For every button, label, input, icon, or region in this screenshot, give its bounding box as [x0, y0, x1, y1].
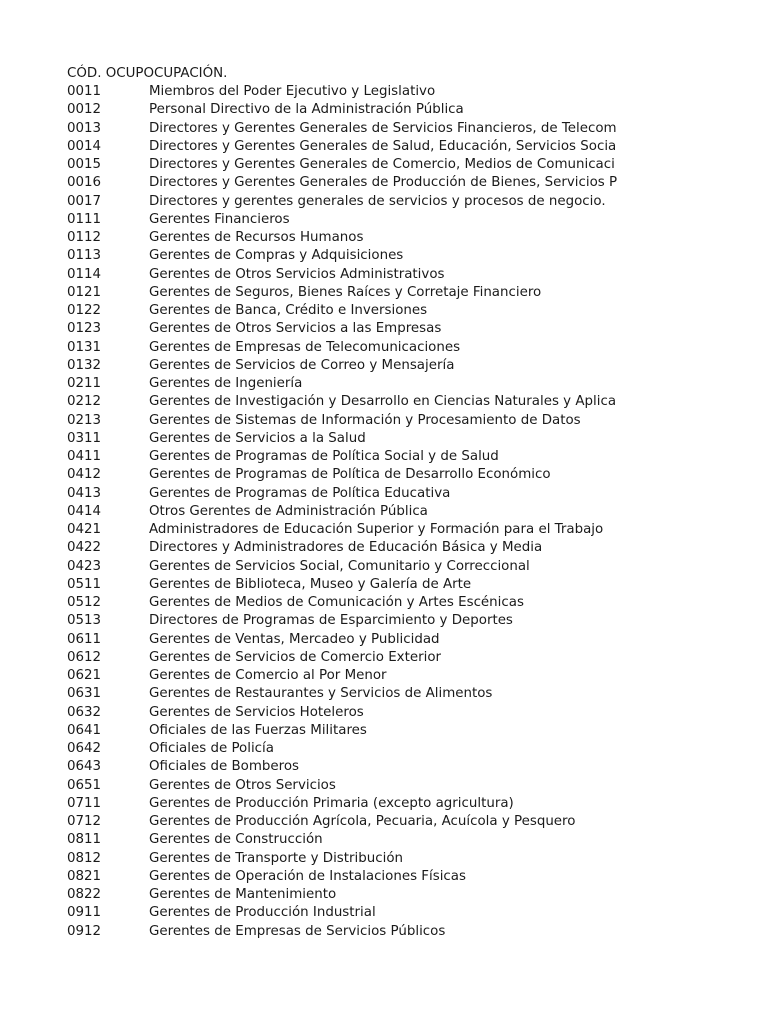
occupation-code: 0643: [67, 759, 102, 775]
table-header: CÓD. OCUPOCUPACIÓN.: [67, 66, 228, 81]
occupation-code: 0113: [67, 248, 102, 264]
table-row: [67, 430, 644, 448]
table-row: [67, 120, 644, 138]
table-row: [67, 357, 644, 375]
table-row: [67, 284, 644, 302]
table-row: [67, 539, 644, 557]
occupation-code: 0631: [67, 686, 102, 702]
table-row: [67, 138, 644, 156]
table-row: [67, 302, 644, 320]
occupation-description: Gerentes de Operación de Instalaciones Físicas: [149, 868, 466, 884]
table-row: [67, 740, 644, 758]
occupation-description: Gerentes de Transporte y Distribución: [149, 850, 404, 866]
occupation-code: 0611: [67, 631, 102, 647]
table-row: [67, 704, 644, 722]
occupation-code: 0014: [67, 138, 102, 154]
occupation-description: Administradores de Educación Superior y Formación para el Trabajo: [149, 522, 604, 538]
occupation-description: Gerentes de Empresas de Servicios Públicos: [149, 923, 446, 939]
occupation-code: 0422: [67, 540, 102, 556]
table-row: [67, 795, 644, 813]
occupation-description: Miembros del Poder Ejecutivo y Legislativo: [149, 84, 436, 100]
occupation-description: Gerentes de Producción Primaria (excepto agricultura): [149, 795, 514, 811]
table-row: [67, 466, 644, 484]
occupation-description: Gerentes de Medios de Comunicación y Artes Escénicas: [149, 595, 524, 611]
table-row: [67, 521, 644, 539]
occupation-description: Gerentes de Ingeniería: [149, 376, 303, 392]
occupation-code: 0711: [67, 795, 102, 811]
table-row: [67, 375, 644, 393]
occupation-description: Gerentes de Banca, Crédito e Inversiones: [149, 303, 428, 319]
occupation-description: Gerentes de Otros Servicios Administrativos: [149, 266, 445, 282]
table-row: [67, 631, 644, 649]
occupation-description: Directores y gerentes generales de servicios y procesos de negocio.: [149, 193, 606, 209]
occupation-code: 0632: [67, 704, 102, 720]
occupation-code: 0421: [67, 522, 102, 538]
occupation-description: Gerentes de Seguros, Bienes Raíces y Corretaje Financiero: [149, 284, 542, 300]
occupation-code: 0017: [67, 193, 102, 209]
occupation-code: 0651: [67, 777, 102, 793]
occupation-code: 0011: [67, 84, 102, 100]
occupation-description: Gerentes de Compras y Adquisiciones: [149, 248, 404, 264]
table-row: [67, 193, 644, 211]
occupation-description: Directores y Gerentes Generales de Servicios Financieros, de Telecom: [149, 120, 617, 136]
occupation-description: Gerentes de Servicios de Correo y Mensajería: [149, 357, 455, 373]
occupation-description: Directores de Programas de Esparcimiento y Deportes: [149, 613, 513, 629]
table-row: [67, 685, 644, 703]
table-row: [67, 156, 644, 174]
occupation-description: Gerentes de Servicios de Comercio Exterior: [149, 649, 442, 665]
table-row: [67, 83, 644, 101]
occupation-description: Gerentes de Mantenimiento: [149, 887, 337, 903]
occupation-description: Personal Directivo de la Administración Pública: [149, 102, 464, 118]
occupation-code: 0213: [67, 412, 102, 428]
occupation-description: Gerentes de Biblioteca, Museo y Galería de Arte: [149, 576, 472, 592]
occupation-code: 0112: [67, 230, 102, 246]
occupation-description: Gerentes de Sistemas de Información y Procesamiento de Datos: [149, 412, 581, 428]
occupation-code: 0822: [67, 887, 102, 903]
table-row: [67, 850, 644, 868]
occupation-description: Gerentes de Comercio al Por Menor: [149, 668, 387, 684]
occupation-code: 0612: [67, 649, 102, 665]
occupation-description: Gerentes de Servicios Hoteleros: [149, 704, 364, 720]
occupation-description: Gerentes de Restaurantes y Servicios de Alimentos: [149, 686, 493, 702]
table-row: [67, 612, 644, 630]
occupation-description: Oficiales de Bomberos: [149, 759, 299, 775]
table-row: [67, 393, 644, 411]
table-row: [67, 813, 644, 831]
table-row: [67, 904, 644, 922]
occupation-description: Gerentes de Producción Industrial: [149, 905, 376, 921]
occupation-description: Gerentes de Programas de Política Social y de Salud: [149, 449, 499, 465]
occupation-code: 0016: [67, 175, 102, 191]
occupation-description: Gerentes de Empresas de Telecomunicaciones: [149, 339, 461, 355]
table-row: [67, 503, 644, 521]
occupation-list: [67, 83, 644, 941]
occupation-code: 0311: [67, 430, 102, 446]
table-row: [67, 558, 644, 576]
occupation-code: 0414: [67, 503, 102, 519]
occupation-code: 0513: [67, 613, 102, 629]
table-row: [67, 448, 644, 466]
occupation-code: 0413: [67, 485, 102, 501]
occupation-description: Gerentes de Programas de Política Educativa: [149, 485, 451, 501]
occupation-code: 0911: [67, 905, 102, 921]
table-row: [67, 101, 644, 119]
occupation-description: Gerentes de Investigación y Desarrollo en Ciencias Naturales y Aplica: [149, 394, 617, 410]
occupation-code: 0812: [67, 850, 102, 866]
occupation-description: Oficiales de las Fuerzas Militares: [149, 722, 367, 738]
table-row: [67, 886, 644, 904]
occupation-code: 0423: [67, 558, 102, 574]
occupation-code: 0411: [67, 449, 102, 465]
table-row: [67, 594, 644, 612]
table-row: [67, 320, 644, 338]
table-row: [67, 247, 644, 265]
occupation-description: Gerentes de Servicios Social, Comunitario y Correccional: [149, 558, 530, 574]
occupation-code: 0122: [67, 303, 102, 319]
occupation-code: 0912: [67, 923, 102, 939]
table-row: [67, 211, 644, 229]
occupation-description: Oficiales de Policía: [149, 741, 274, 757]
occupation-code: 0132: [67, 357, 102, 373]
table-row: [67, 174, 644, 192]
table-row: [67, 412, 644, 430]
table-row: [67, 266, 644, 284]
occupation-code: 0121: [67, 284, 102, 300]
table-row: [67, 339, 644, 357]
occupation-description: Gerentes de Ventas, Mercadeo y Publicidad: [149, 631, 440, 647]
occupation-code: 0114: [67, 266, 102, 282]
occupation-description: Gerentes de Construcción: [149, 832, 323, 848]
occupation-code: 0512: [67, 595, 102, 611]
occupation-code: 0111: [67, 211, 102, 227]
occupation-code: 0641: [67, 722, 102, 738]
occupation-code: 0123: [67, 321, 102, 337]
table-row: [67, 831, 644, 849]
occupation-description: Gerentes de Servicios a la Salud: [149, 430, 366, 446]
occupation-code: 0412: [67, 467, 102, 483]
occupation-description: Gerentes de Otros Servicios: [149, 777, 336, 793]
occupation-code: 0642: [67, 741, 102, 757]
occupation-code: 0511: [67, 576, 102, 592]
occupation-code: 0013: [67, 120, 102, 136]
table-row: [67, 229, 644, 247]
occupation-description: Gerentes Financieros: [149, 211, 290, 227]
table-row: [67, 722, 644, 740]
occupation-description: Directores y Administradores de Educación Básica y Media: [149, 540, 543, 556]
table-row: [67, 868, 644, 886]
table-row: [67, 649, 644, 667]
table-row: [67, 758, 644, 776]
occupation-code: 0012: [67, 102, 102, 118]
occupation-code: 0131: [67, 339, 102, 355]
table-row: [67, 777, 644, 795]
table-row: [67, 485, 644, 503]
occupation-code: 0211: [67, 376, 102, 392]
occupation-description: Directores y Gerentes Generales de Producción de Bienes, Servicios P: [149, 175, 618, 191]
table-row: [67, 667, 644, 685]
occupation-code: 0821: [67, 868, 102, 884]
occupation-description: Gerentes de Recursos Humanos: [149, 230, 364, 246]
occupation-description: Directores y Gerentes Generales de Salud, Educación, Servicios Socia: [149, 138, 617, 154]
occupation-code: 0015: [67, 157, 102, 173]
occupation-code: 0212: [67, 394, 102, 410]
occupation-description: Gerentes de Otros Servicios a las Empresas: [149, 321, 442, 337]
occupation-description: Otros Gerentes de Administración Pública: [149, 503, 428, 519]
occupation-code: 0712: [67, 814, 102, 830]
occupation-description: Directores y Gerentes Generales de Comercio, Medios de Comunicaci: [149, 157, 615, 173]
occupation-code: 0621: [67, 668, 102, 684]
occupation-description: Gerentes de Programas de Política de Desarrollo Económico: [149, 467, 551, 483]
table-row: [67, 576, 644, 594]
occupation-description: Gerentes de Producción Agrícola, Pecuaria, Acuícola y Pesquero: [149, 814, 576, 830]
table-row: [67, 923, 644, 941]
occupation-code: 0811: [67, 832, 102, 848]
